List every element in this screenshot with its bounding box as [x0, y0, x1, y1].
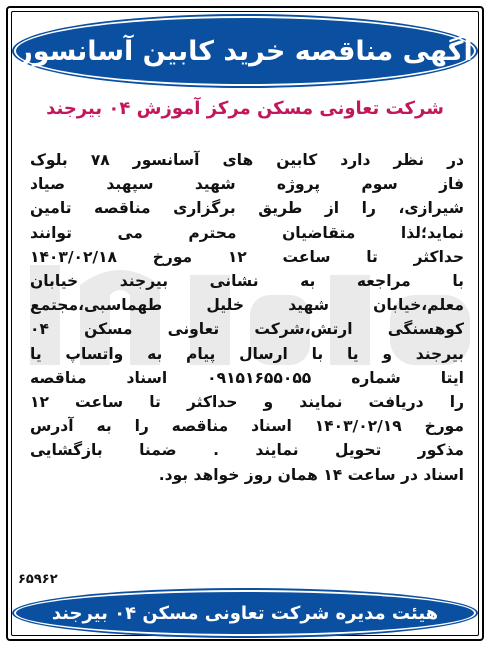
- body-line: مذکور تحویل نمایند . ضمنا بازگشایی: [30, 441, 464, 460]
- body-line: اسناد در ساعت ۱۴ همان روز خواهد بود.: [158, 465, 464, 484]
- company-subtitle: شرکت تعاونی مسکن مرکز آموزش ۰۴ بیرجند: [46, 98, 444, 119]
- body-line: ایتا شماره ۰۹۱۵۱۶۵۵۰۵۵ اسناد مناقصه: [30, 368, 464, 387]
- body-line: کوهسنگی ارتش،شرکت تعاونی مسکن ۰۴: [30, 320, 464, 339]
- body-line: بیرجند و یا با ارسال پیام به واتساپ یا: [30, 344, 464, 363]
- ad-code: ۶۵۹۶۲: [18, 572, 58, 587]
- body-line: در نظر دارد کابین های آسانسور ۷۸ بلوک: [30, 151, 464, 169]
- body-line: با مراجعه به نشانی بیرجند خیابان: [30, 272, 464, 291]
- footer-banner: [14, 590, 476, 636]
- body-line: معلم،خیابان شهید خلیل طهماسبی،مجتمع: [30, 296, 464, 315]
- footer-signature: هیئت مدیره شرکت تعاونی مسکن ۰۴ بیرجند: [51, 602, 439, 624]
- body-line: مورخ ۱۴۰۳/۰۲/۱۹ اسناد مناقصه را به آدرس: [30, 417, 464, 436]
- title-banner: [14, 16, 476, 86]
- notice-body: [30, 148, 464, 487]
- body-line: حداکثر تا ساعت ۱۲ مورخ ۱۴۰۳/۰۲/۱۸: [30, 247, 464, 266]
- body-line: شیرازی، را از طریق برگزاری مناقصه تامین: [30, 199, 464, 218]
- body-line: نماید؛لذا متقاضیان محترم می توانند: [30, 223, 464, 242]
- body-line: را دریافت نمایند و حداکثر تا ساعت ۱۲: [30, 393, 464, 412]
- body-line: فاز سوم پروژه شهید سپهبد صیاد: [30, 175, 464, 194]
- notice-title: آگهی مناقصه خرید کابین آسانسور: [17, 35, 473, 67]
